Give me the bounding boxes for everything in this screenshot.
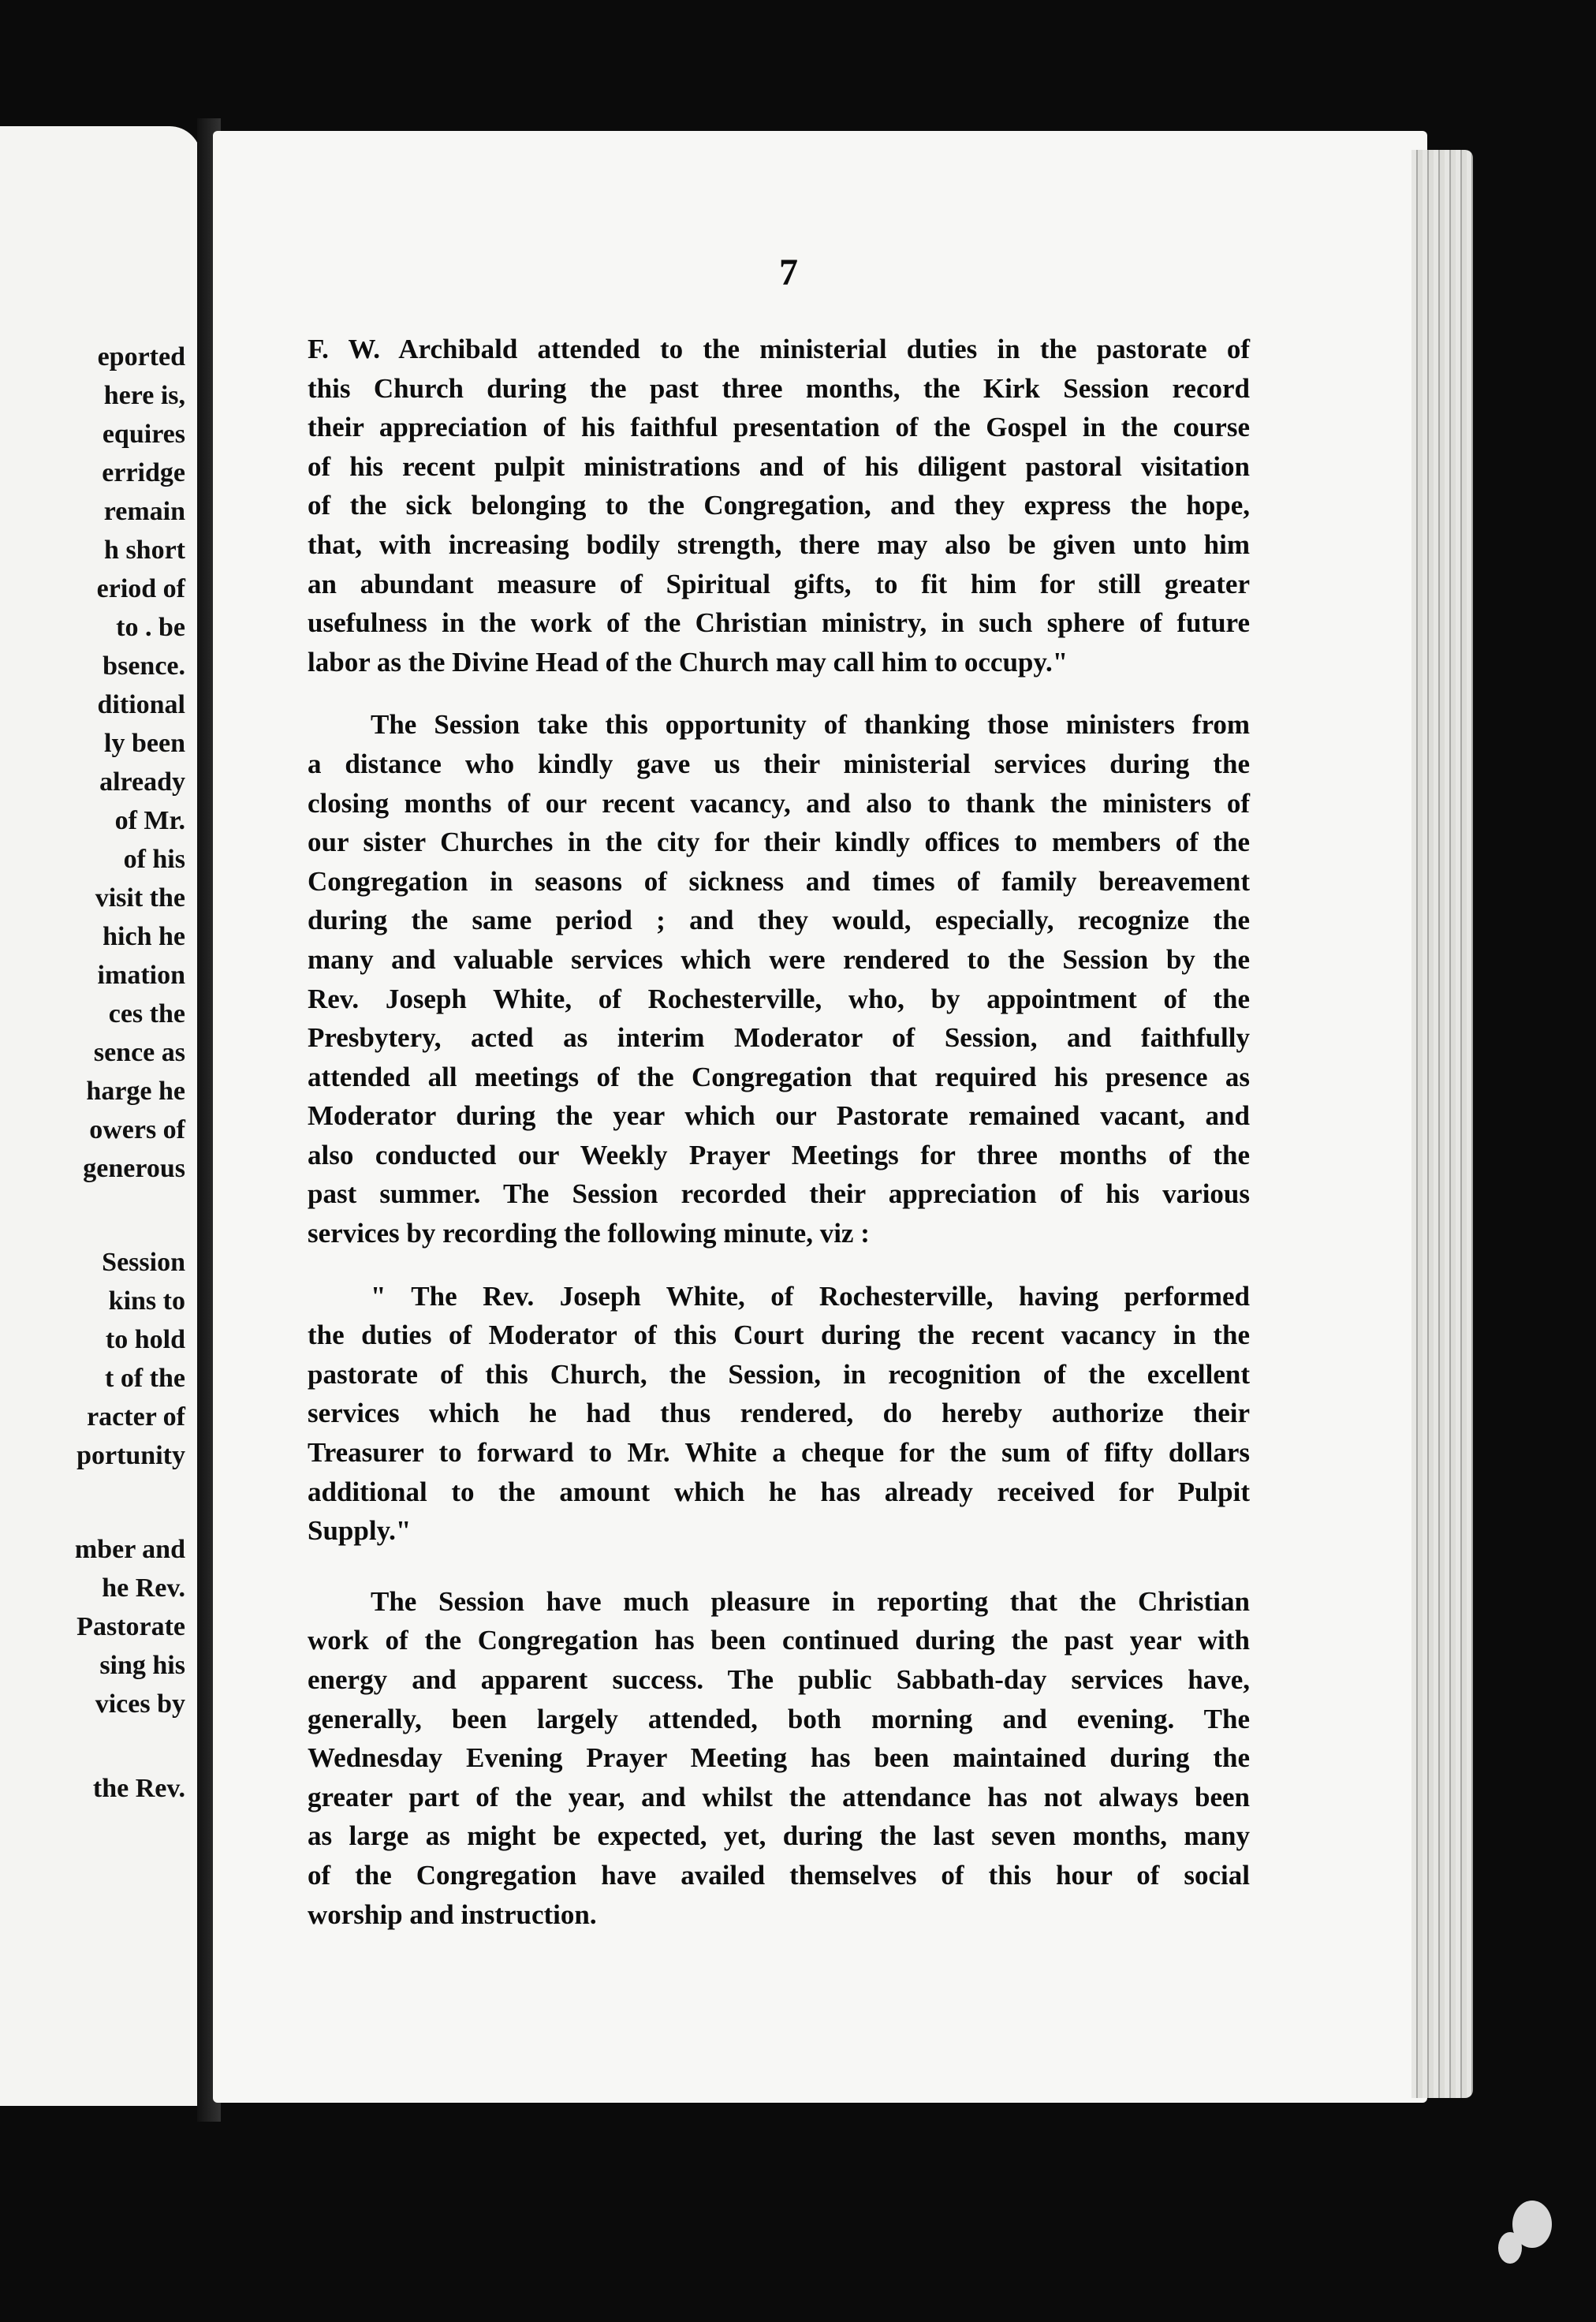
- left-fragment: racter of: [87, 1402, 185, 1432]
- page-body: [308, 330, 1250, 1934]
- text-line: the duties of Moderator of this Court during the recent vacancy in the: [308, 1320, 1250, 1351]
- text-line: their appreciation of his faithful presentation of the Gospel in the course: [308, 412, 1250, 443]
- text-line: also conducted our Weekly Prayer Meetings for three months of the: [308, 1139, 1250, 1170]
- paragraph-thanks: [308, 705, 1250, 1252]
- paragraph-christian-work: [308, 1582, 1250, 1934]
- left-fragment: the Rev.: [92, 1774, 185, 1803]
- left-fragment: sing his: [99, 1651, 185, 1680]
- text-line: Treasurer to forward to Mr. White a cheque for the sum of fifty dollars: [308, 1437, 1250, 1469]
- left-fragment: vices by: [95, 1689, 185, 1719]
- text-line: this Church during the past three months, the Kirk Session record: [308, 372, 1250, 404]
- text-line: energy and apparent success. The public Sabbath-day services have,: [308, 1664, 1250, 1695]
- text-line: generally, been largely attended, both morning and evening. The: [308, 1703, 1250, 1734]
- text-line: labor as the Divine Head of the Church may call him to occupy.": [308, 646, 1068, 678]
- paragraph-archibald: [308, 330, 1250, 681]
- text-line: usefulness in the work of the Christian ministry, in such sphere of future: [308, 607, 1250, 639]
- page-edges: [1411, 150, 1473, 2098]
- text-line: attended all meetings of the Congregation that required his presence as: [308, 1061, 1250, 1092]
- text-line: Supply.": [308, 1515, 412, 1547]
- left-page-text-fragments: [0, 338, 185, 1808]
- text-line: of the Congregation have availed themselves of this hour of social: [308, 1859, 1250, 1891]
- left-fragment: h short: [104, 536, 185, 565]
- text-line: past summer. The Session recorded their appreciation of his various: [308, 1178, 1250, 1210]
- text-line: our sister Churches in the city for their kindly offices to members of the: [308, 827, 1250, 858]
- page-number: 7: [779, 252, 798, 293]
- text-line: closing months of our recent vacancy, and also to thank the ministers of: [308, 787, 1250, 819]
- left-fragment: mber and: [74, 1535, 185, 1564]
- left-fragment: owers of: [89, 1115, 185, 1144]
- left-fragment: of Mr.: [114, 806, 185, 835]
- text-line: worship and instruction.: [308, 1898, 597, 1930]
- text-line: Congregation in seasons of sickness and times of family bereavement: [308, 865, 1250, 897]
- text-line: a distance who kindly gave us their ministerial services during the: [308, 748, 1250, 779]
- left-fragment: ces the: [108, 999, 185, 1028]
- left-fragment: Session: [102, 1248, 185, 1277]
- left-fragment: erridge: [102, 458, 185, 487]
- text-line: work of the Congregation has been continued during the past year with: [308, 1625, 1250, 1656]
- dust-speck: [1498, 2232, 1522, 2264]
- text-line: many and valuable services which were rendered to the Session by the: [308, 943, 1250, 975]
- text-line: of his recent pulpit ministrations and of his diligent pastoral visitation: [308, 450, 1250, 482]
- text-line: Wednesday Evening Prayer Meeting has been maintained during the: [308, 1742, 1250, 1774]
- text-line: F. W. Archibald attended to the ministerial duties in the pastorate of: [308, 334, 1250, 364]
- left-fragment: portunity: [76, 1441, 185, 1470]
- left-fragment: already: [99, 767, 185, 797]
- left-fragment: kins to: [108, 1286, 185, 1316]
- left-fragment: generous: [83, 1154, 185, 1183]
- text-line: Rev. Joseph White, of Rochesterville, who, by appointment of the: [308, 983, 1250, 1014]
- left-fragment: to . be: [116, 613, 185, 642]
- left-fragment: ditional: [97, 690, 185, 719]
- text-line: an abundant measure of Spiritual gifts, to fit him for still greater: [308, 568, 1250, 599]
- left-fragment: visit the: [95, 883, 185, 913]
- text-line: greater part of the year, and whilst the attendance has not always been: [308, 1781, 1250, 1812]
- left-fragment: harge he: [86, 1077, 185, 1106]
- text-line: of the sick belonging to the Congregation, and they express the hope,: [308, 490, 1250, 521]
- text-line: during the same period ; and they would, especially, recognize the: [308, 905, 1250, 936]
- left-fragment: here is,: [103, 381, 185, 410]
- left-fragment: of his: [123, 845, 185, 874]
- left-fragment: ly been: [104, 729, 185, 758]
- left-fragment: Pastorate: [76, 1612, 185, 1641]
- left-fragment: he Rev.: [102, 1574, 185, 1603]
- text-line: services by recording the following minute, viz :: [308, 1218, 870, 1249]
- left-fragment: sence as: [93, 1038, 185, 1067]
- facing-left-page: [0, 126, 201, 2106]
- text-line: pastorate of this Church, the Session, in recognition of the excellent: [308, 1358, 1250, 1390]
- left-fragment: hich he: [103, 922, 185, 951]
- left-fragment: eriod of: [96, 574, 185, 603]
- left-fragment: to hold: [105, 1325, 185, 1354]
- left-fragment: equires: [102, 420, 185, 449]
- left-fragment: t of the: [105, 1364, 185, 1393]
- text-line: that, with increasing bodily strength, there may also be given unto him: [308, 528, 1250, 560]
- left-fragment: imation: [97, 961, 185, 990]
- text-line: Moderator during the year which our Pastorate remained vacant, and: [308, 1100, 1250, 1132]
- text-line: The Session take this opportunity of thanking those ministers from: [371, 709, 1250, 741]
- text-line: as large as might be expected, yet, during the last seven months, many: [308, 1820, 1250, 1852]
- text-line: " The Rev. Joseph White, of Rochesterville, having performed: [371, 1280, 1250, 1312]
- text-line: Presbytery, acted as interim Moderator of Session, and faithfully: [308, 1022, 1250, 1054]
- left-fragment: eported: [97, 342, 185, 371]
- text-line: services which he had thus rendered, do hereby authorize their: [308, 1398, 1250, 1429]
- left-fragment: remain: [103, 497, 185, 526]
- paragraph-minute: [308, 1277, 1250, 1551]
- text-line: additional to the amount which he has already received for Pulpit: [308, 1476, 1250, 1507]
- left-fragment: bsence.: [103, 651, 185, 681]
- text-line: The Session have much pleasure in reporting that the Christian: [371, 1585, 1250, 1617]
